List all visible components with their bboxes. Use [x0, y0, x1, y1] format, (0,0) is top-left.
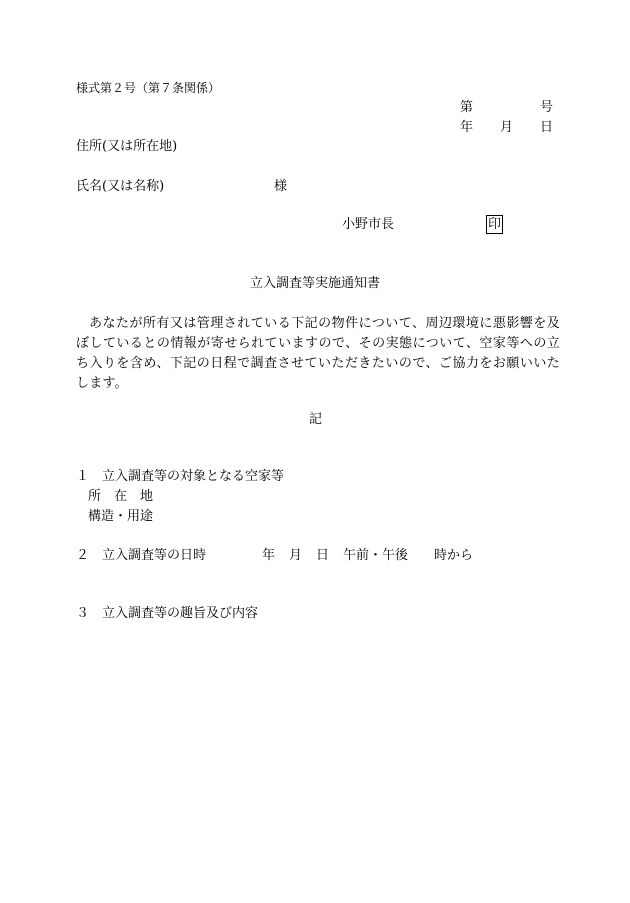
item-2-from: 時から — [434, 548, 474, 563]
item-1-number: １ — [76, 469, 90, 484]
number-go: 号 — [540, 100, 554, 115]
address-label: 住所(又は所在地) — [76, 139, 178, 154]
seal-stamp: 印 — [488, 217, 502, 232]
item-2-number: ２ — [76, 548, 90, 563]
item-3-title: 立入調査等の趣旨及び内容 — [102, 606, 259, 621]
issuer: 小野市長 — [342, 217, 395, 232]
item-2-title: 立入調査等の日時 — [102, 548, 207, 563]
body-paragraph: あなたが所有又は管理されている下記の物件について、周辺環境に悪影響を及ぼしているとの情報が寄せられていますので、その実態について、空家等への立ち入りを含め、下記の日程で調査させていただきたいので、ご協力をお願いいたします。 — [76, 316, 560, 391]
item-2-month: 月 — [289, 548, 303, 563]
item-3-number: ３ — [76, 606, 90, 621]
number-dai: 第 — [460, 100, 474, 115]
item-1-structure: 構造・用途 — [88, 509, 154, 524]
item-2-day: 日 — [316, 548, 330, 563]
date-day: 日 — [540, 120, 554, 135]
ki-heading: 記 — [309, 412, 323, 427]
item-1-location: 所 在 地 — [88, 489, 154, 504]
honorific: 様 — [274, 179, 288, 194]
form-label: 様式第２号（第７条関係） — [76, 81, 221, 95]
date-month: 月 — [500, 120, 514, 135]
item-2-ampm: 午前・午後 — [343, 548, 409, 563]
item-2-year: 年 — [262, 548, 276, 563]
document-title: 立入調査等実施通知書 — [250, 276, 381, 291]
name-label: 氏名(又は名称) — [76, 179, 165, 194]
item-1-title: 立入調査等の対象となる空家等 — [102, 469, 285, 484]
date-year: 年 — [460, 120, 474, 135]
